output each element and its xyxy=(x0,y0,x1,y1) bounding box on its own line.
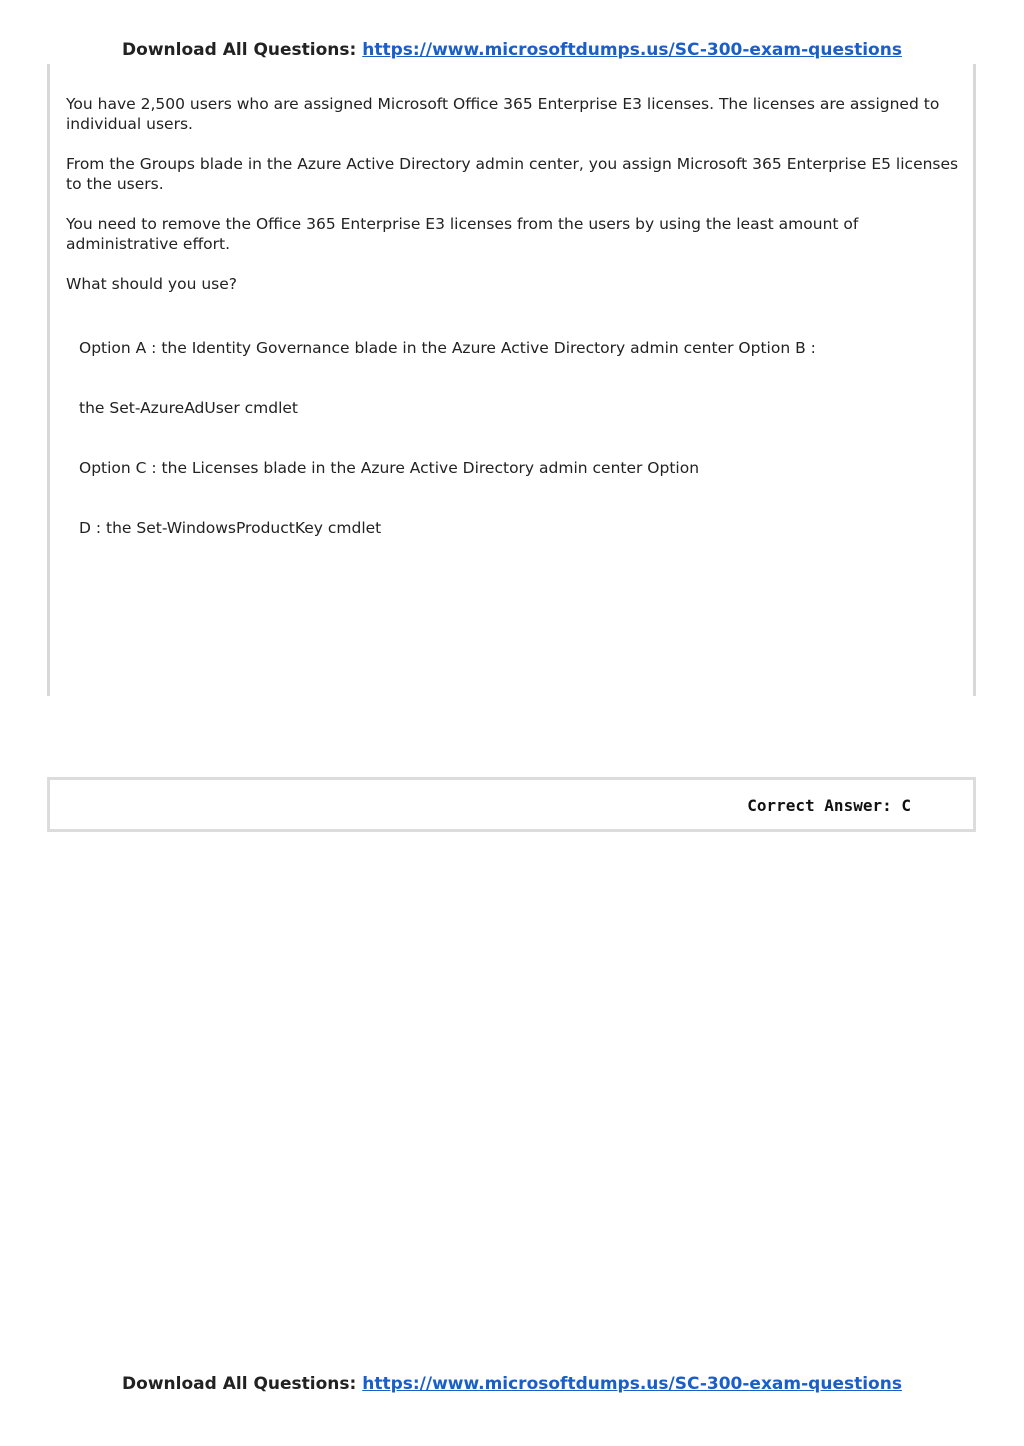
option-line: the Set-AzureAdUser cmdlet xyxy=(79,399,299,417)
question-prompt: What should you use? xyxy=(66,275,237,293)
answer-box xyxy=(47,777,976,832)
question-box xyxy=(47,64,976,696)
question-paragraph: You have 2,500 users who are assigned Microsoft Office 365 Enterprise E3 licenses. The licenses are assigned to individual users. xyxy=(66,95,940,133)
option-line: Option A : the Identity Governance blade in the Azure Active Directory admin center Option B : xyxy=(79,339,816,357)
question-paragraph: You need to remove the Office 365 Enterprise E3 licenses from the users by using the least amount of administrative effort. xyxy=(66,215,859,253)
option-line: Option C : the Licenses blade in the Azure Active Directory admin center Option xyxy=(79,459,700,477)
answer-options xyxy=(79,338,959,578)
header-download-link[interactable]: https://www.microsoftdumps.us/SC-300-exam-questions xyxy=(362,40,902,60)
option-line: D : the Set-WindowsProductKey cmdlet xyxy=(79,519,382,537)
question-paragraph: From the Groups blade in the Azure Active Directory admin center, you assign Microsoft 365 Enterprise E5 licenses to the users. xyxy=(66,155,959,193)
header-banner xyxy=(0,40,1024,60)
footer-banner xyxy=(0,1374,1024,1394)
footer-download-link[interactable]: https://www.microsoftdumps.us/SC-300-exam-questions xyxy=(362,1374,902,1394)
footer-label: Download All Questions: xyxy=(122,1374,357,1394)
header-label: Download All Questions: xyxy=(122,40,357,60)
question-stem xyxy=(66,94,966,314)
correct-answer: Correct Answer: C xyxy=(747,796,911,815)
